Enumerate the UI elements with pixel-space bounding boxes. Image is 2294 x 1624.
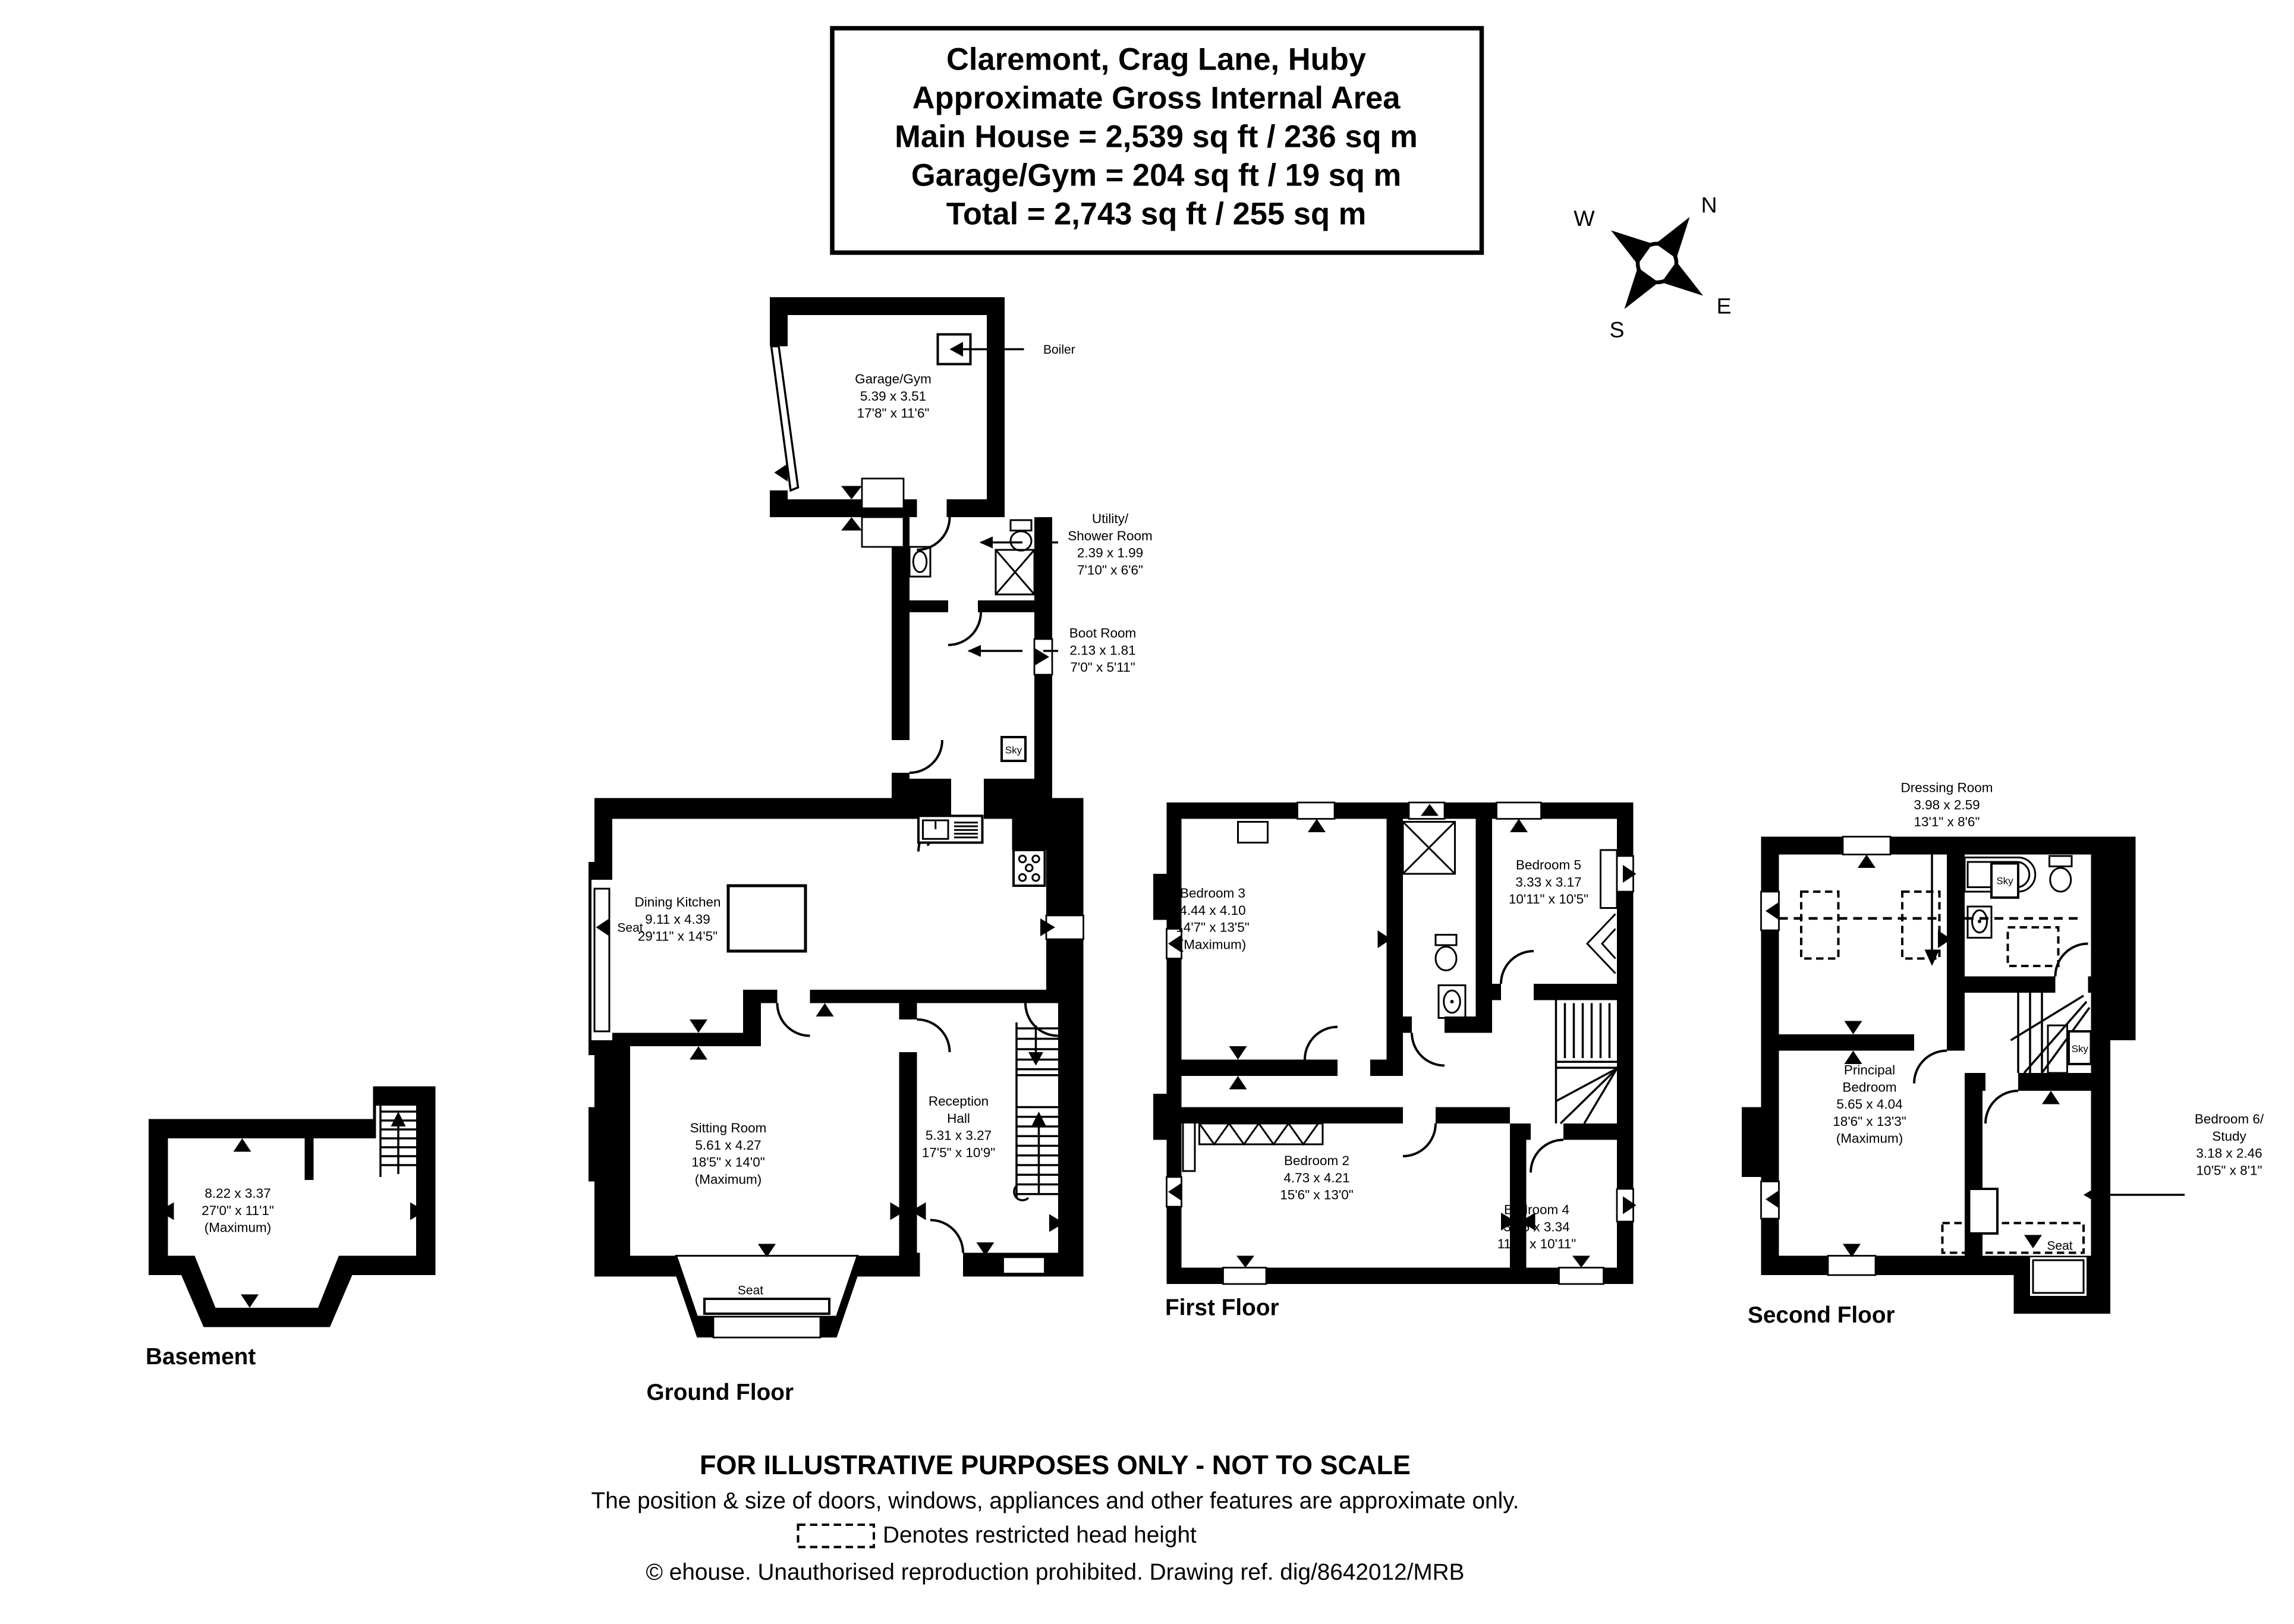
bedroom3-imperial: 14'7" x 13'5"	[1176, 920, 1250, 935]
boot-imperial: 7'0" x 5'11"	[1070, 660, 1135, 675]
compass-n-label: N	[1701, 192, 1717, 218]
boot-metric: 2.13 x 1.81	[1069, 643, 1136, 658]
door-opening	[1403, 1107, 1436, 1123]
utility-imperial: 7'10" x 6'6"	[1077, 562, 1143, 578]
title-total: Total = 2,743 sq ft / 255 sq m	[946, 196, 1367, 232]
wardrobe	[1969, 1189, 1998, 1233]
bedroom3-metric: 4.44 x 4.10	[1179, 902, 1246, 918]
second-floor-plan	[1742, 780, 2264, 1329]
bedroom3-name: Bedroom 3	[1179, 885, 1246, 901]
window-gap	[1828, 1256, 1876, 1276]
utility-name1: Utility/	[1091, 511, 1129, 526]
principal-name2: Bedroom	[1842, 1079, 1897, 1095]
bedroom5-name: Bedroom 5	[1515, 857, 1582, 873]
basement-wall-stub	[305, 1138, 314, 1180]
skylight-icon	[1002, 737, 1025, 761]
bedroom2-name: Bedroom 2	[1283, 1153, 1350, 1168]
landing-floor	[1403, 1033, 1492, 1076]
sky-label: Sky	[2071, 1043, 2088, 1055]
first-floor-label: First Floor	[1165, 1295, 1279, 1321]
title-address: Claremont, Crag Lane, Huby	[946, 42, 1366, 77]
window-gap	[1559, 1268, 1604, 1285]
landing-floor2	[1387, 1076, 1511, 1107]
bedroom2-imperial: 15'6" x 13'0"	[1280, 1187, 1354, 1203]
bedroom6-name2: Study	[2212, 1128, 2246, 1144]
kitchen-imperial: 29'11" x 14'5"	[637, 929, 718, 944]
door-opening	[1531, 1123, 1563, 1140]
chimney-bump	[589, 1107, 600, 1181]
bedroom4-name: Bedroom 4	[1503, 1202, 1570, 1217]
seat-label: Seat	[617, 921, 643, 935]
footer-notes	[591, 1450, 1519, 1585]
window-gap	[713, 1317, 820, 1337]
sitting-imperial: 18'5" x 14'0"	[691, 1154, 765, 1170]
door-opening	[948, 600, 978, 612]
principal-imperial: 18'6" x 13'3"	[1833, 1113, 1906, 1129]
utility-boot-plan	[862, 479, 1153, 819]
kitchen-metric: 9.11 x 4.39	[645, 911, 710, 927]
second-floor-label: Second Floor	[1748, 1302, 1895, 1328]
skylight-icon	[2069, 1031, 2091, 1064]
compass-rose-icon	[1574, 193, 1731, 342]
bedroom6-name1: Bedroom 6/	[2194, 1111, 2264, 1126]
bathroom-floor	[1965, 854, 2091, 976]
footer-line1: FOR ILLUSTRATIVE PURPOSES ONLY - NOT TO SCALE	[700, 1450, 1411, 1480]
front-door-opening	[920, 1253, 964, 1277]
kitchen-chimney	[1012, 819, 1047, 850]
door-opening	[1985, 1073, 2018, 1091]
door-opening	[778, 990, 810, 1003]
door-opening	[951, 779, 984, 819]
window-gap	[1843, 836, 1890, 854]
external-step	[862, 479, 904, 508]
kitchen-sink-icon	[918, 816, 983, 842]
sky-label: Sky	[1996, 875, 2013, 887]
bedroom4-metric: 3.36 x 3.34	[1503, 1219, 1570, 1235]
boiler-label: Boiler	[1043, 343, 1075, 357]
footer-line3: Denotes restricted head height	[883, 1522, 1197, 1548]
sitting-note: (Maximum)	[694, 1172, 762, 1187]
bedroom5-metric: 3.33 x 3.17	[1515, 874, 1582, 890]
chimney-bump	[1153, 1094, 1167, 1140]
garage-plan	[770, 297, 1075, 530]
dressing-room-floor	[1779, 854, 1947, 1034]
dressing-imperial: 13'1" x 8'6"	[1914, 814, 1980, 829]
hall-imperial: 17'5" x 10'9"	[921, 1145, 996, 1160]
sitting-metric: 5.61 x 4.27	[695, 1137, 761, 1153]
chimney-bump	[1153, 874, 1167, 920]
kitchen-island	[728, 886, 805, 951]
basement-floor-label: Basement	[146, 1344, 256, 1370]
principal-metric: 5.65 x 4.04	[1836, 1096, 1903, 1112]
bay-window-seat	[704, 1299, 829, 1314]
bedroom3-note: (Maximum)	[1179, 937, 1247, 952]
skylight-icon	[1991, 863, 2018, 898]
hall-metric: 5.31 x 3.27	[925, 1128, 992, 1143]
window-gap	[1497, 802, 1541, 819]
wall-bump	[1742, 1107, 1761, 1177]
footer-line4: © ehouse. Unauthorised reproduction prohibited. Drawing ref. dig/8642012/MRB	[646, 1559, 1465, 1585]
ground-floor-label: Ground Floor	[646, 1380, 794, 1405]
window-gap	[1223, 1268, 1267, 1285]
ground-floor-plan	[589, 779, 1083, 1405]
restricted-height-key-icon	[798, 1525, 874, 1547]
landing-corridor-floor	[1182, 1076, 1387, 1107]
kitchen-name: Dining Kitchen	[634, 894, 721, 909]
title-box	[832, 28, 1482, 252]
principal-name1: Principal	[1843, 1062, 1896, 1078]
door-opening	[1501, 984, 1534, 1000]
door-opening	[917, 499, 947, 517]
hall-name2: Hall	[947, 1110, 970, 1126]
hall-name1: Reception	[928, 1093, 989, 1109]
bedroom4-imperial: 11'0" x 10'11"	[1497, 1236, 1576, 1251]
door-opening	[1914, 1034, 1947, 1051]
dressing-name: Dressing Room	[1900, 780, 1993, 795]
title-garage-gym: Garage/Gym = 204 sq ft / 19 sq m	[911, 158, 1402, 193]
window-gap	[1003, 1257, 1045, 1274]
dressing-metric: 3.98 x 2.59	[1914, 797, 1980, 813]
garage-name: Garage/Gym	[855, 372, 932, 386]
compass-s-label: S	[1609, 317, 1625, 342]
window-seat-recess	[2030, 1257, 2087, 1296]
basement-dims-note: (Maximum)	[204, 1220, 272, 1235]
compass-w-label: W	[1574, 206, 1595, 231]
bedroom2-metric: 4.73 x 4.21	[1283, 1170, 1350, 1185]
title-main-house: Main House = 2,539 sq ft / 236 sq m	[895, 119, 1418, 155]
basement-dims-metric: 8.22 x 3.37	[204, 1185, 271, 1201]
hob-icon	[1014, 850, 1045, 886]
external-step	[862, 517, 904, 547]
door-opening	[2056, 976, 2088, 993]
title-subtitle: Approximate Gross Internal Area	[912, 80, 1401, 116]
sky-label: Sky	[1005, 744, 1022, 756]
door-opening	[899, 1019, 917, 1052]
seat-label: Seat	[2047, 1239, 2073, 1253]
door-opening	[1412, 1016, 1445, 1033]
garage-metric: 5.39 x 3.51	[860, 388, 927, 404]
footer-line2: The position & size of doors, windows, appliances and other features are approximate only.	[591, 1488, 1519, 1514]
utility-metric: 2.39 x 1.99	[1077, 545, 1144, 561]
utility-floor	[910, 517, 1034, 600]
first-floor-plan	[1153, 802, 1637, 1321]
compass-e-label: E	[1716, 293, 1732, 319]
basement-plan	[146, 1086, 435, 1370]
garage-imperial: 17'8" x 11'6"	[857, 405, 930, 421]
door-opening	[1338, 1059, 1370, 1076]
seat-label: Seat	[737, 1283, 764, 1298]
basement-dims-imperial: 27'0" x 11'1"	[202, 1203, 274, 1218]
principal-note: (Maximum)	[1836, 1131, 1903, 1146]
utility-name2: Shower Room	[1068, 528, 1153, 543]
boot-name: Boot Room	[1069, 625, 1137, 641]
window-marker	[841, 517, 862, 531]
bedroom6-imperial: 10'5" x 8'1"	[2196, 1163, 2262, 1178]
bedroom5-imperial: 10'11" x 10'5"	[1508, 891, 1589, 907]
sitting-name: Sitting Room	[690, 1120, 767, 1135]
bedroom6-metric: 3.18 x 2.46	[2196, 1145, 2262, 1161]
window-gap	[1298, 802, 1335, 819]
door-opening	[892, 740, 910, 773]
bedroom6-floor	[1983, 1091, 2091, 1256]
